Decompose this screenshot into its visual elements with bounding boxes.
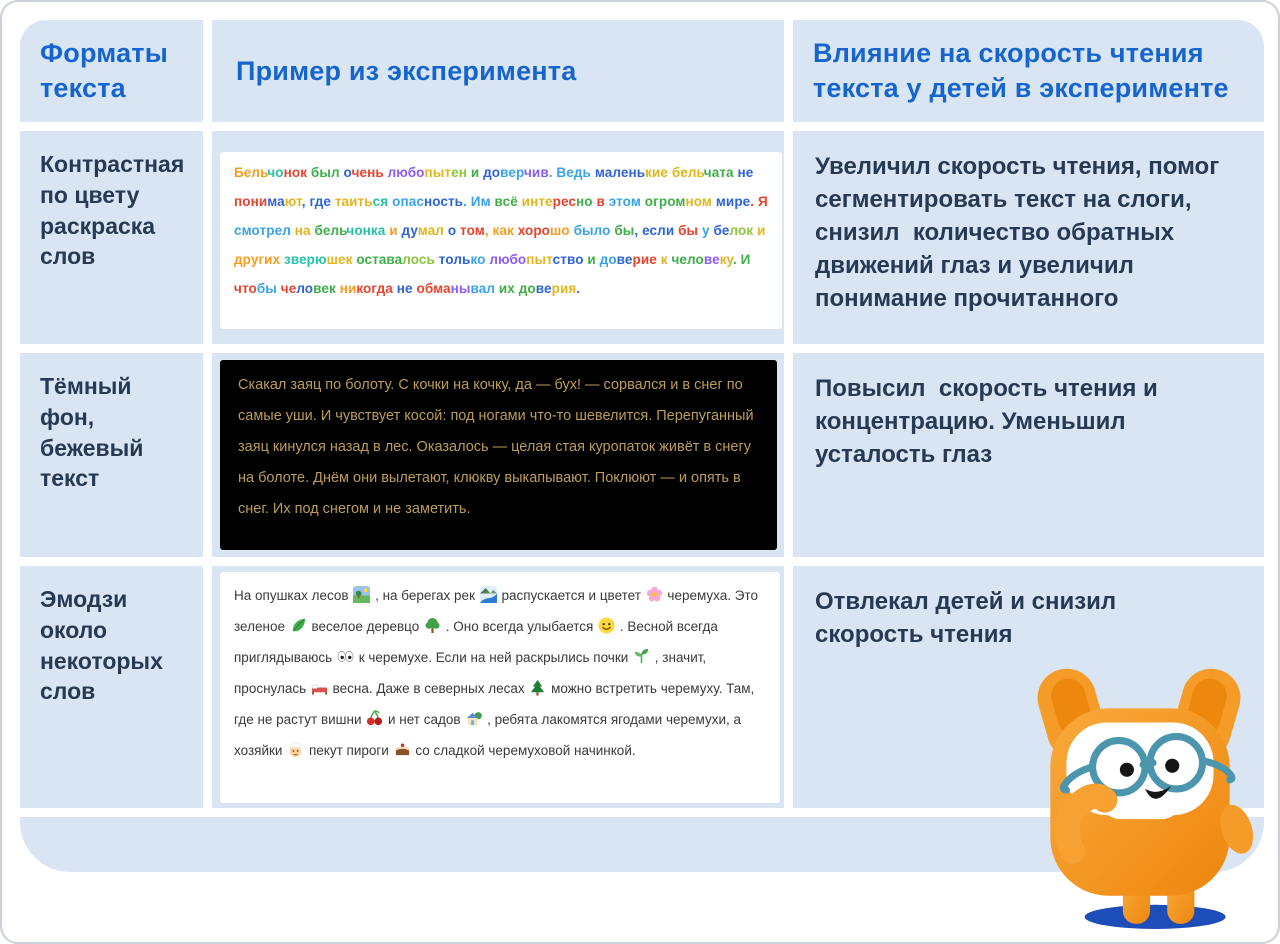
row2-format-label: Тёмный фон, бежевый текст xyxy=(20,353,203,557)
river-icon xyxy=(479,588,498,603)
header-example xyxy=(212,20,784,122)
emoji-text-sample: На опушках лесов , на берегах рек распускается и цветет черемуха. Это зеленое веселое деревцо . Оно всегда улыбается . Весной всегда приглядываюсь к черемухе. Если на ней раскрылись почки , значит, проснулась весна. Даже в северных лесах можно встретить черемуху. Там, где не растут вишни и нет садов , ребята лакомятся ягодами черемухи, а хозяйки пекут пироги со сладкой черемуховой начинкой. xyxy=(220,572,780,803)
cherries-icon xyxy=(365,712,384,727)
row1-format-label: Контрастная по цвету раскраска слов xyxy=(20,131,203,344)
mascot-character xyxy=(1014,662,1266,934)
row3-example-cell xyxy=(212,566,784,808)
evergreen-icon xyxy=(528,681,547,696)
landscape-icon xyxy=(352,588,371,603)
house-icon xyxy=(464,712,483,727)
rainbow-syllables-sample: Бельчонок был очень любопытен и доверчив. Ведь маленькие бельчата не понимают, где таиться опасность. Им всё интересно в этом огромном мире. Я смотрел на бельчонка и думал о том, как хорошо было бы, если бы у белок и других зверюшек оставалось только любопытство и доверие к человеку. И чтобы человек никогда не обманывал их доверия. xyxy=(220,152,782,329)
leaf-icon xyxy=(289,619,308,634)
header-formats-label: Форматы текста xyxy=(40,38,168,103)
dark-background-sample: Скакал заяц по болоту. С кочки на кочку, да — бух! — сорвался и в снег по самые уши. И чувствует косой: под ногами что-то шевелится. Перепуганный заяц кинулся назад в лес. Оказалось — целая стая куропаток живёт в снегу на болоте. Днём они вылетают, клюкву выкапывают. Поклюют — и опять в снег. Их под снегом и не заметить. xyxy=(220,360,777,550)
row1-example-cell xyxy=(212,131,784,344)
row2-example-cell xyxy=(212,353,784,557)
row3-effect-text: Отвлекал детей и снизил скорость чтения xyxy=(793,566,1264,808)
header-example-label: Пример из эксперимента xyxy=(236,55,577,86)
seedling-icon xyxy=(632,650,651,665)
row1-effect-text: Увеличил скорость чтения, помог сегментировать текст на слоги, снизил количество обратных движений глаз и увеличил понимание прочитанного xyxy=(793,131,1264,344)
row2-effect-text: Повысил скорость чтения и концентрацию. Уменьшил усталость глаз xyxy=(793,353,1264,557)
header-formats xyxy=(20,20,203,122)
header-effect xyxy=(793,20,1264,122)
eyes-icon xyxy=(336,650,355,665)
cook-icon xyxy=(286,743,305,758)
blossom-icon xyxy=(645,588,664,603)
bed-icon xyxy=(310,681,329,696)
smile-icon xyxy=(597,619,616,634)
tree-icon xyxy=(423,619,442,634)
mascot-shadow xyxy=(1085,905,1226,929)
row3-format-label: Эмодзи около некоторых слов xyxy=(20,566,203,808)
cake-icon xyxy=(393,743,412,758)
header-effect-label: Влияние на скорость чтения текста у детей в эксперименте xyxy=(813,38,1229,103)
